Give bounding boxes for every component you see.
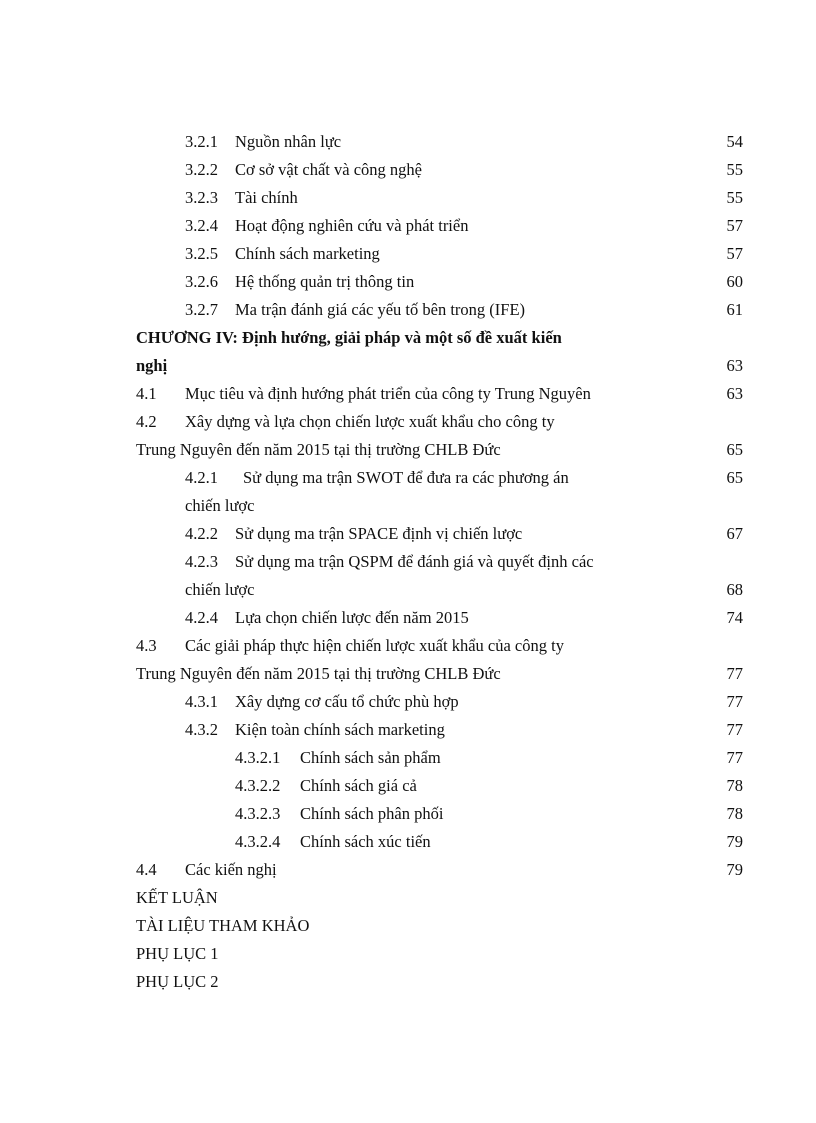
- toc-title: Hệ thống quản trị thông tin: [235, 272, 415, 291]
- toc-title: Chính sách marketing: [235, 244, 380, 263]
- toc-page-number: 77: [726, 692, 743, 711]
- toc-number: 4.2: [136, 412, 157, 431]
- toc-page-number: 77: [726, 664, 743, 683]
- toc-entry: [0, 158, 816, 182]
- toc-page-number: 57: [726, 244, 743, 263]
- toc-number: 4.2.3: [185, 552, 218, 571]
- toc-title: Nguồn nhân lực: [235, 132, 342, 151]
- toc-page-number: 79: [726, 832, 743, 851]
- toc-title: Hoạt động nghiên cứu và phát triển: [235, 216, 469, 235]
- toc-number: 4.2.1: [185, 468, 218, 487]
- toc-entry: [0, 690, 816, 714]
- toc-entry: [0, 270, 816, 294]
- toc-title: Xây dựng và lựa chọn chiến lược xuất khẩu cho công ty: [185, 412, 555, 431]
- toc-number: 4.3.2.4: [235, 832, 281, 851]
- toc-title: PHỤ LỤC 1: [136, 944, 219, 963]
- toc-title: Sử dụng ma trận SWOT để đưa ra các phương án: [243, 468, 569, 487]
- chapter-title: CHƯƠNG IV: Định hướng, giải pháp và một số đề xuất kiến: [136, 328, 562, 347]
- toc-entry: [0, 466, 816, 490]
- toc-number: 4.2.4: [185, 608, 218, 627]
- toc-title-cont: chiến lược: [185, 496, 255, 515]
- toc-number: 3.2.5: [185, 244, 218, 263]
- toc-page-number: 79: [726, 860, 743, 879]
- toc-page-number: 77: [726, 748, 743, 767]
- chapter-heading: [0, 326, 816, 350]
- toc-title: Kiện toàn chính sách marketing: [235, 720, 445, 739]
- toc-entry: [0, 522, 816, 546]
- toc-title: Cơ sở vật chất và công nghệ: [235, 160, 422, 179]
- toc-title: PHỤ LỤC 2: [136, 972, 219, 991]
- toc-number: 3.2.7: [185, 300, 218, 319]
- toc-number: 4.3: [136, 636, 157, 655]
- toc-number: 3.2.4: [185, 216, 218, 235]
- toc-page-number: 55: [726, 160, 743, 179]
- toc-title: Sử dụng ma trận QSPM để đánh giá và quyết định các: [235, 552, 594, 571]
- toc-number: 3.2.2: [185, 160, 218, 179]
- toc-entry: [0, 186, 816, 210]
- toc-number: 3.2.6: [185, 272, 218, 291]
- toc-page-number: 61: [726, 300, 743, 319]
- toc-title: Tài chính: [235, 188, 298, 207]
- toc-title: Mục tiêu và định hướng phát triển của công ty Trung Nguyên: [185, 384, 591, 403]
- toc-page-number: 78: [726, 776, 743, 795]
- toc-title-cont: Trung Nguyên đến năm 2015 tại thị trường CHLB Đức: [136, 440, 501, 459]
- toc-entry: [0, 914, 816, 938]
- toc-entry: [0, 242, 816, 266]
- toc-entry: [0, 214, 816, 238]
- toc-entry: [0, 550, 816, 574]
- toc-number: 4.3.2.3: [235, 804, 281, 823]
- toc-entry: [0, 886, 816, 910]
- toc-entry: [0, 830, 816, 854]
- toc-entry: [0, 970, 816, 994]
- toc-title: Ma trận đánh giá các yếu tố bên trong (IFE): [235, 300, 526, 319]
- toc-entry: [0, 410, 816, 434]
- toc-title: Chính sách phân phối: [300, 804, 444, 823]
- toc-page-number: 78: [726, 804, 743, 823]
- toc-entry-cont: [0, 494, 816, 518]
- toc-entry-cont: [0, 662, 816, 686]
- toc-title: Các kiến nghị: [185, 860, 277, 879]
- toc-entry: [0, 746, 816, 770]
- toc-entry-cont: [0, 578, 816, 602]
- toc-number: 4.3.2.2: [235, 776, 281, 795]
- toc-number: 4.1: [136, 384, 157, 403]
- toc-entry: [0, 774, 816, 798]
- toc-entry: [0, 802, 816, 826]
- toc-title: KẾT LUẬN: [136, 888, 218, 907]
- toc-title: TÀI LIỆU THAM KHẢO: [136, 916, 310, 935]
- toc-title: Chính sách xúc tiến: [300, 832, 431, 851]
- toc-number: 3.2.1: [185, 132, 218, 151]
- toc-title: Xây dựng cơ cấu tổ chức phù hợp: [235, 692, 459, 711]
- toc-page-number: 77: [726, 720, 743, 739]
- toc-number: 4.4: [136, 860, 157, 879]
- toc-page-number: 63: [726, 384, 743, 403]
- toc-number: 4.3.1: [185, 692, 218, 711]
- toc-entry: [0, 382, 816, 406]
- toc-page-number: 55: [726, 188, 743, 207]
- chapter-heading-cont: [0, 354, 816, 378]
- toc-page-number: 67: [726, 524, 743, 543]
- toc-entry: [0, 634, 816, 658]
- toc-entry: [0, 942, 816, 966]
- toc-title: Lựa chọn chiến lược đến năm 2015: [235, 608, 469, 627]
- toc-title: Chính sách sản phẩm: [300, 748, 441, 767]
- toc-page-number: 60: [726, 272, 743, 291]
- toc-title-cont: chiến lược: [185, 580, 255, 599]
- toc-number: 3.2.3: [185, 188, 218, 207]
- toc-entry: [0, 606, 816, 630]
- toc-page-number: 54: [726, 132, 743, 151]
- toc-page-number: 74: [726, 608, 743, 627]
- toc-title: Sử dụng ma trận SPACE định vị chiến lược: [235, 524, 523, 543]
- toc-entry: [0, 858, 816, 882]
- toc-number: 4.2.2: [185, 524, 218, 543]
- toc-page-number: 57: [726, 216, 743, 235]
- toc-entry: [0, 298, 816, 322]
- toc-page-number: 63: [726, 356, 743, 375]
- toc-entry-cont: [0, 438, 816, 462]
- toc-entry: [0, 130, 816, 154]
- toc-title: Chính sách giá cả: [300, 776, 417, 795]
- toc-entry: [0, 718, 816, 742]
- toc-title-cont: Trung Nguyên đến năm 2015 tại thị trường CHLB Đức: [136, 664, 501, 683]
- toc-page-number: 68: [726, 580, 743, 599]
- toc-number: 4.3.2: [185, 720, 218, 739]
- toc-title: Các giải pháp thực hiện chiến lược xuất khẩu của công ty: [185, 636, 564, 655]
- toc-page-number: 65: [726, 440, 743, 459]
- toc-page-number: 65: [726, 468, 743, 487]
- toc-number: 4.3.2.1: [235, 748, 281, 767]
- chapter-title-cont: nghị: [136, 356, 168, 375]
